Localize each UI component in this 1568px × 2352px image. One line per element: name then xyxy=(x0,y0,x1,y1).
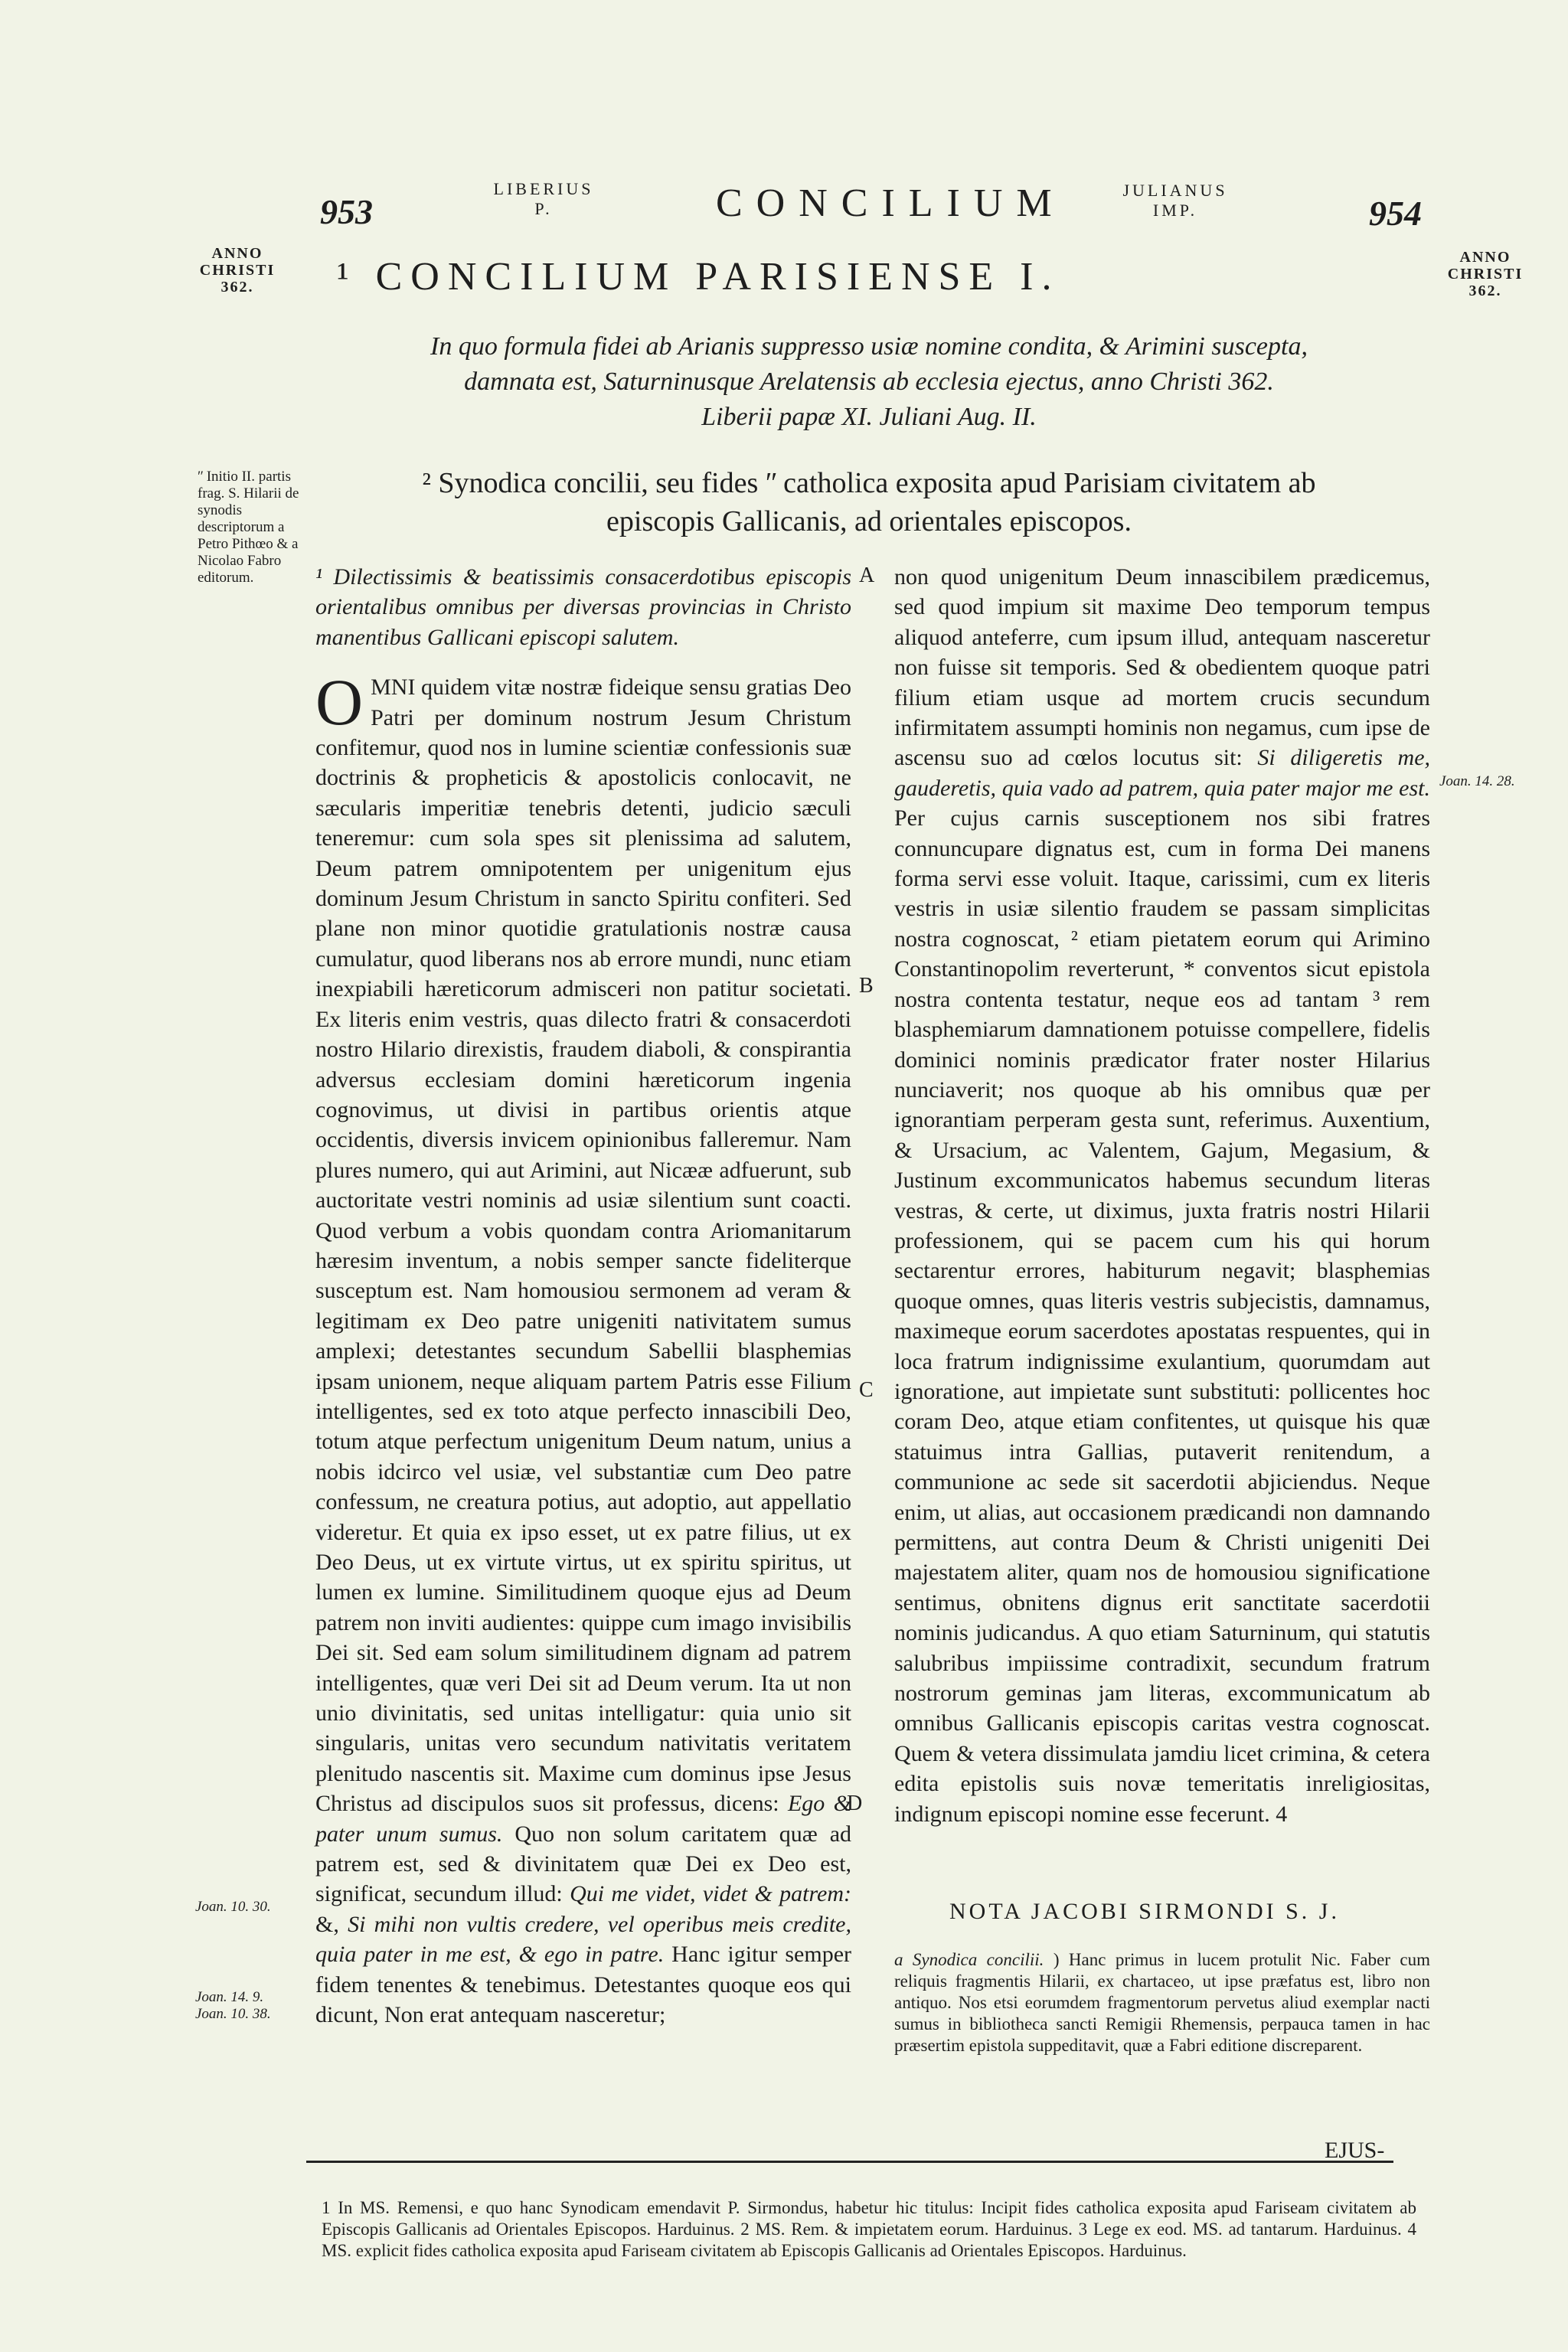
side-note-joan-10-30: Joan. 10. 30. xyxy=(195,1899,271,1915)
header-right-label xyxy=(1118,181,1233,220)
header-right-line2: IMP. xyxy=(1152,201,1198,220)
left-body xyxy=(315,665,852,2030)
right-body-text-2: Per cujus carnis susceptionem nos sibi fratres connuncupare dignatus est, cum in forma Dei manens forma servi esse voluit. Itaque, carissimi, cum ex literis vestris in usiæ silentio fraudem se passam simplicitas nostra cognoscat, ² etiam pietatem eorum qui Arimino Constantinopolim reverterunt, * conventos sicut epistola nostra contenta testatur, neque eos ad tantam ³ rem blasphemiarum damnationem potuisse compellere, fidelis dominici nominis prædicator frater noster Hilarius nunciaverit; nos quoque ab his omnibus quæ per ignorantiam perperam gesta sunt, referimus. Auxentium, & Ursacium, ac Valentem, Gajum, Megasium, & Justinum excommunicatos habemus secundum literas vestras, & certe, ut diximus, juxta fratris nostri Hilarii professionem, qui se pacem cum his qui horum sectarentur errores, habiturum negavit; blasphemias quoque omnes, quas literis vestris subjecistis, damnamus, maximeque eorum sacerdotes apostatas respuentes, qui in loca fratrum indignissime exulantium, quorumdam aut ignoratione, aut impietate sunt substituti: pollicentes hoc coram Deo, atque etiam confitentes, ut quisque his quæ statuimus intra Gallias, putaverit renitendum, a communione ac sede sit sacerdotii abjiciendus. Neque enim, ut alias, aut occasionem prædicandi non damnando permittens, aut contra Deum & Christi unigeniti Dei majestatem aliter, quam nos de homousiou significatione sentimus, obnitens dignus erit sanctitate sacerdotii nominis judicandus. A quo etiam Saturninum, qui statutis salubribus impiissime contradixit, secundum fratrum nostrorum geminas jam literas, excommunicatum ab omnibus Gallicanis episcopis caritas vestra cognoscat. Quem & vetera dissimulata jamdiu licet crimina, & cetera edita epistolis suis novæ temeritatis inreligiositas, indignum episcopi nomine esse fecerunt. 4 xyxy=(894,805,1430,1827)
anno-left-line1: ANNO xyxy=(211,245,263,262)
running-title: CONCILIUM xyxy=(716,181,1066,225)
footnote-rule xyxy=(306,2161,1393,2163)
nota-lead: a Synodica concilii. xyxy=(894,1950,1044,1969)
left-body-text-2: Quo non solum caritatem quæ ad patrem est, sed & divinitatem quæ Dei ex Deo est, significat, secundum illud: xyxy=(315,1821,852,1907)
right-body xyxy=(894,562,1430,1829)
nota-text xyxy=(894,1949,1430,2056)
anno-left-line3: 362. xyxy=(220,279,254,296)
synodica-heading-line1: ² Synodica concilii, seu fides ʺ catholica exposita apud Parisiam civitatem ab xyxy=(422,467,1316,499)
page-number-right: 954 xyxy=(1369,194,1422,233)
header-left-line1: LIBERIUS xyxy=(493,179,594,198)
quote-joan-10-30: Ego & pater unum sumus. xyxy=(315,1791,851,1847)
anno-right-line2: CHRISTI xyxy=(1447,266,1524,283)
header-right-line1: JULIANUS xyxy=(1122,181,1228,200)
catchword: EJUS- xyxy=(1325,2138,1385,2163)
right-body-text: non quod unigenitum Deum innascibilem prædicemus, sed quod impium sit maxime Deo temporum tempus aliquod anteferre, cum ipsum illud, antequam nasceretur non fuisse sit temporis. Sed & obedientem quoque patri filium etiam usque ad mortem crucis secundum infirmitatem assumpti hominis non negamus, cum ipse de ascensu suo ad cœlos locutus sit: xyxy=(894,564,1430,771)
synodica-heading-line2: episcopis Gallicanis, ad orientales episcopos. xyxy=(606,505,1132,537)
page-number-left: 953 xyxy=(320,192,373,231)
marker-a: A xyxy=(859,564,875,587)
subtitle-line2: damnata est, Saturninusque Arelatensis ab ecclesia ejectus, anno Christi 362. xyxy=(464,368,1274,396)
salutation: ¹ Dilectissimis & beatissimis consacerdotibus episcopis orientalibus omnibus per diversas provincias in Christo manentibus Gallicani episcopi salutem. xyxy=(315,564,851,650)
anno-right-line1: ANNO xyxy=(1459,249,1511,266)
left-body-text-4: Hanc igitur semper fidem tenentes & tenebimus. Detestantes quoque eos qui dicunt, Non erat antequam nasceretur; xyxy=(315,1942,852,2028)
left-body-text: MNI quidem vitæ nostræ fideique sensu gratias Deo Patri per dominum nostrum Jesum Christum confitemur, quod nos in lumine scientiæ confessionis suæ doctrinis & propheticis & apostolicis conlocavit, ne sæcularis imperitiæ tenebris detenti, judicio sæculi teneremur: cum sola spes sit plenissima ad salutem, Deum patrem omnipotentem per unigenitum ejus dominum Jesum Christum in sancto Spiritu confiteri. Sed plane non minor quotidie gratulationis nostræ causa cumulatur, quod liberans nos ab errore mundi, nunc etiam inexpiabili hæreticorum admisceri non patitur societati. Ex literis enim vestris, quas dilecto fratri & consacerdoti nostro Hilario direxistis, fraudem diaboli, & conspirantia adversus ecclesiam domini hæreticorum ingenia cognovimus, ut divisi in partibus orientis atque occidentis, diversis invicem opinionibus falleremur. Nam plures numero, qui aut Arimini, aut Nicææ adfuerunt, sub auctoritate vestri nominis ad usiæ silentium sunt coacti. Quod verbum a vobis quondam contra Ariomanitarum hæresim inventum, a nobis semper sancte fideliterque susceptum est. Nam homousiou sermonem ad veram & legitimam ex Deo patre unigeniti nativitatem sumus amplexi; detestantes secundum Sabellii blasphemias ipsam unionem, neque aliquam partem Patris esse Filium intelligentes, sed ex toto atque perfecto innascibili Deo, totum atque perfectum unigenitum Deum natum, unius a nobis idcirco vel usiæ, vel substantiæ cum Deo patre confessum, ne creatura potius, aut adoptio, aut appellatio videretur. Et quia ex ipso esset, ut ex patre filius, ut ex Deo Deus, ut ex virtute virtus, ut ex spiritu spiritus, ut lumen ex lumine. Similitudinem quoque ejus ad Deum patrem non inviti audientes: quippe cum imago invisibilis Dei sit. Sed eam solum similitudinem dignam ad patrem intelligentes, quæ veri Dei sit ad Deum verum. Ita ut non unio divinitatis, sed unitas intelligatur: quia unio sit singularis, unitas vero secundum nativitatis veritatem plenitudo nascentis sit. Maxime cum dominus ipse Jesus Christus ad discipulos suos sit professus, dicens: xyxy=(315,675,851,1817)
header-left-label xyxy=(490,179,597,219)
subtitle-line1: In quo formula fidei ab Arianis suppresso usiæ nomine condita, & Arimini suscepta, xyxy=(430,332,1308,361)
quote-joan-14-28: Si diligeretis me, gauderetis, quia vado ad patrem, quia pater major me est. xyxy=(894,745,1431,801)
subtitle-line3: Liberii papæ XI. Juliani Aug. II. xyxy=(701,403,1037,431)
marker-d: D xyxy=(847,1792,863,1815)
anno-left-line2: CHRISTI xyxy=(199,262,276,279)
side-note-joan-10-38: Joan. 10. 38. xyxy=(195,2006,271,2022)
left-body-text-3: &, xyxy=(315,1911,339,1937)
right-column xyxy=(894,562,1430,1829)
anno-right-line3: 362. xyxy=(1468,283,1502,299)
marker-c: C xyxy=(859,1378,874,1402)
side-note-joan-14-9: Joan. 14. 9. xyxy=(195,1989,264,2005)
nota-heading: NOTA JACOBI SIRMONDI S. J. xyxy=(949,1899,1340,1924)
header-left-line2: P. xyxy=(534,199,553,218)
left-column xyxy=(315,562,851,2030)
anno-christi-left xyxy=(195,245,279,296)
nota-body: ) Hanc primus in lucem protulit Nic. Faber cum reliquis fragmentis Hilarii, ex chartaceo, ut ipse præfatus est, libro non antiquo. Nos etsi eorumdem fragmentorum pervetus aliud exemplar nacti sumus in bibliotheca sancti Remigii Rhemensis, perpauca tamen in hac præsertim epistola suppeditavit, quæ a Fabri editione discreparent. xyxy=(894,1950,1430,2055)
drop-cap: O xyxy=(315,665,364,740)
quote-joan-14-9: Qui me videt, videt & patrem: xyxy=(570,1881,851,1907)
footnotes: 1 In MS. Remensi, e quo hanc Synodicam emendavit P. Sirmondus, habetur hic titulus: Incipit fides catholica exposita apud Fariseam civitatem ab Episcopis Gallicanis ad Orientales Episcopos. Harduinus. 2 MS. Rem. & impietatem eorum. Harduinus. 3 Lege ex eod. MS. ad tantarum. Harduinus. 4 MS. explicit fides catholica exposita apud Fariseam civitatem ab Episcopis Gallicanis ad Orientales Episcopos. Harduinus. xyxy=(322,2198,1416,2260)
anno-christi-right xyxy=(1443,249,1527,299)
side-note-initio: ʺ Initio II. partis frag. S. Hilarii de synodis descriptorum a Petro Pithœo & a Nicolao Fabro editorum. xyxy=(198,469,299,586)
page-title: ¹ CONCILIUM PARISIENSE I. xyxy=(337,255,1060,299)
side-note-joan-14-28: Joan. 14. 28. xyxy=(1439,773,1515,789)
marker-b: B xyxy=(859,974,874,998)
quote-joan-10-38: Si mihi non vultis credere, vel operibus meis credite, quia pater in me est, & ego in patre. xyxy=(315,1911,851,1968)
